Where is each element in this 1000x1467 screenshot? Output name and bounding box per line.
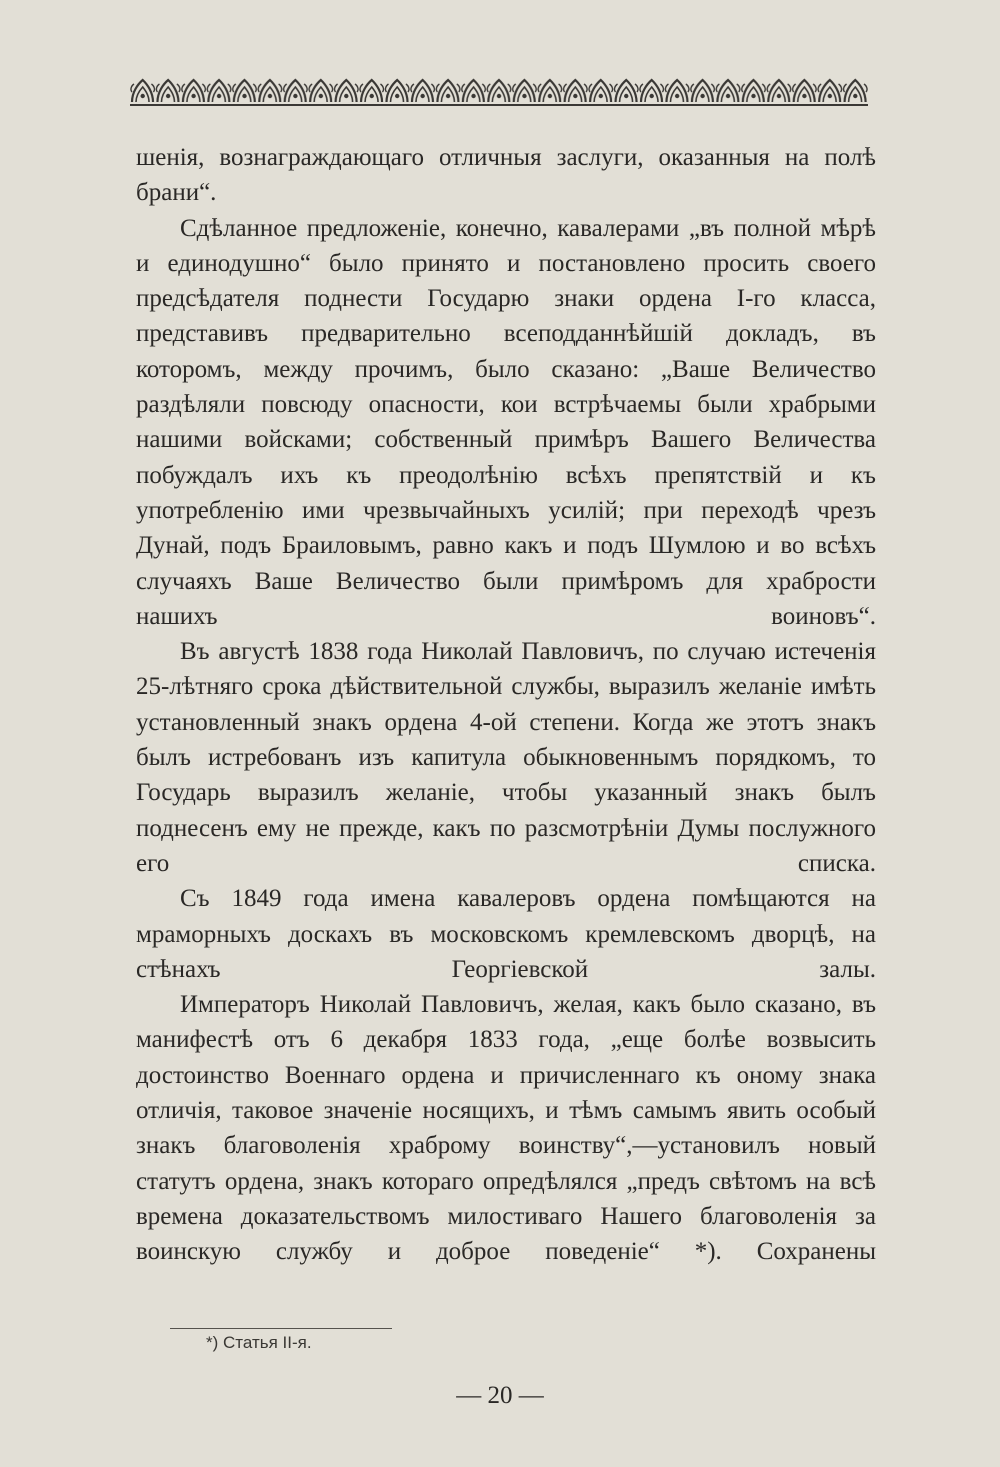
paragraph-3: Въ августѣ 1838 года Николай Павловичъ, по случаю истеченія 25-лѣтняго срока дѣйствительной службы, выразилъ желаніе имѣть установленный знакъ ордена 4-ой степени. Когда же этотъ знакъ былъ истребованъ изъ капитула обыкновеннымъ порядкомъ, то Государь выразилъ желаніе, чтобы указанный знакъ былъ поднесенъ ему не прежде, какъ по разсмотрѣніи Думы послужного его списка. [136, 638, 876, 877]
paragraph-1: шенія, вознаграждающаго отличныя заслуги, оказанныя на полѣ брани“. [136, 144, 876, 207]
page-number: — 20 — [456, 1382, 544, 1409]
ornamental-header-band [130, 76, 868, 108]
paragraph-4: Съ 1849 года имена кавалеровъ ордена помѣщаются на мраморныхъ доскахъ въ московскомъ кремлевскомъ дворцѣ, на стѣнахъ Георгіевской залы. [136, 885, 876, 983]
footnote-divider [170, 1328, 392, 1329]
body-text [136, 140, 876, 1270]
footnote: *) Статья II-я. [206, 1333, 312, 1352]
paragraph-2: Сдѣланное предложеніе, конечно, кавалерами „въ полной мѣрѣ и единодушно“ было принято и постановлено просить своего предсѣдателя поднести Государю знаки ордена I-го класса, представивъ предварительно всеподданнѣйшій докладъ, въ которомъ, между прочимъ, было сказано: „Ваше Величество раздѣляли повсюду опасности, кои встрѣчаемы были храбрыми нашими войсками; собственный примѣръ Вашего Величества побуждалъ ихъ къ преодолѣнію всѣхъ препятствій и къ употребленію ими чрезвычайныхъ усилій; при переходѣ чрезъ Дунай, подъ Браиловымъ, равно какъ и подъ Шумлою и во всѣхъ случаяхъ Ваше Величество были примѣромъ для храбрости нашихъ воиновъ“. [136, 214, 876, 630]
paragraph-5: Императоръ Николай Павловичъ, желая, какъ было сказано, въ манифестѣ отъ 6 декабря 1833 года, „еще болѣе возвысить достоинство Военнаго ордена и причисленнаго къ оному знака отличія, таковое значеніе носящихъ, и тѣмъ самымъ явить особый знакъ благоволенія храброму воинству“,—установилъ новый статутъ ордена, знакъ котораго опредѣлялся „предъ свѣтомъ на всѣ времена доказательствомъ милостиваго Нашего благоволенія за воинскую службу и доброе поведеніе“ *). Сохранены [136, 991, 876, 1266]
